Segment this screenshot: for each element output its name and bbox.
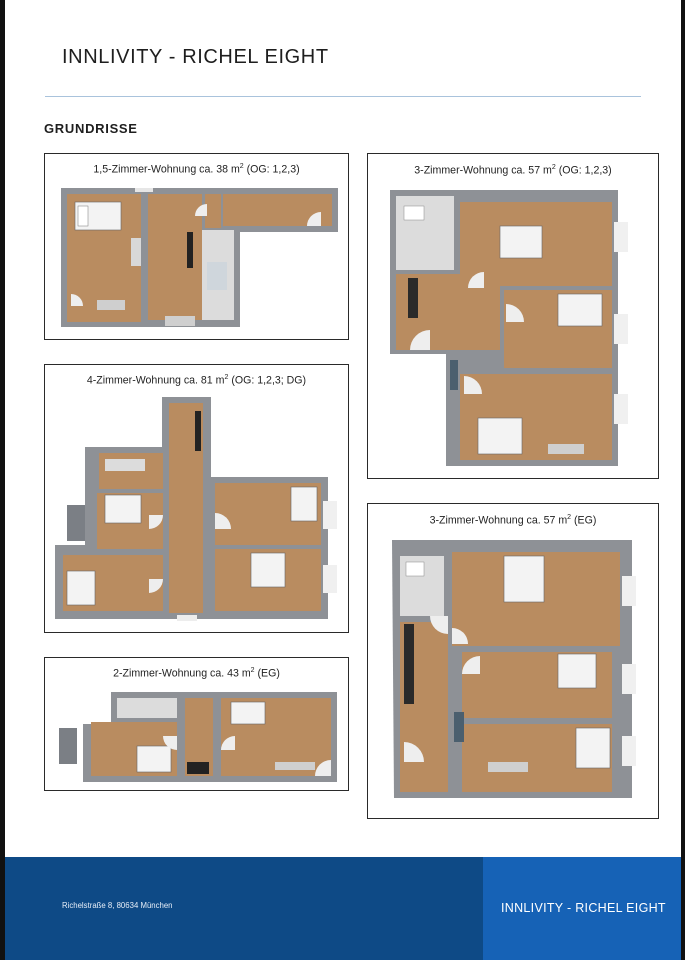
footer-address: Richelstraße 8, 80634 München <box>62 901 173 910</box>
floorplan-drawing-4-room <box>45 365 348 632</box>
title-divider <box>45 96 641 97</box>
floorplan-caption: 2-Zimmer-Wohnung ca. 43 $m^2$ (EG) <box>113 667 280 680</box>
brochure-page <box>5 0 681 960</box>
floorplan-panel-1-5-room <box>44 153 349 340</box>
floorplan-caption: 3-Zimmer-Wohnung ca. 57 $m^2$ (OG: 1,2,3) <box>414 164 612 177</box>
floorplan-drawing-3-room-eg <box>368 504 658 818</box>
floorplan-panel-3-room-og <box>367 153 659 479</box>
section-heading: GRUNDRISSE <box>44 121 138 136</box>
floorplan-drawing-1-5-room <box>45 154 348 339</box>
page-title: INNLIVITY - RICHEL EIGHT <box>62 46 329 68</box>
floorplan-panel-3-room-eg <box>367 503 659 819</box>
floorplan-drawing-2-room <box>45 658 348 790</box>
floorplan-caption: 4-Zimmer-Wohnung ca. 81 $m^2$ (OG: 1,2,3; DG) <box>86 374 307 387</box>
floorplan-caption: 3-Zimmer-Wohnung ca. 57 $m^2$ (EG) <box>429 514 597 527</box>
floorplan-panel-4-room <box>44 364 349 633</box>
floorplan-panel-2-room <box>44 657 349 791</box>
floorplan-drawing-3-room-og <box>368 154 658 478</box>
floorplan-caption: 1,5-Zimmer-Wohnung ca. 38 $m^2$ (OG: 1,2,3) <box>93 163 300 176</box>
footer-brand: INNLIVITY - RICHEL EIGHT <box>501 901 666 915</box>
